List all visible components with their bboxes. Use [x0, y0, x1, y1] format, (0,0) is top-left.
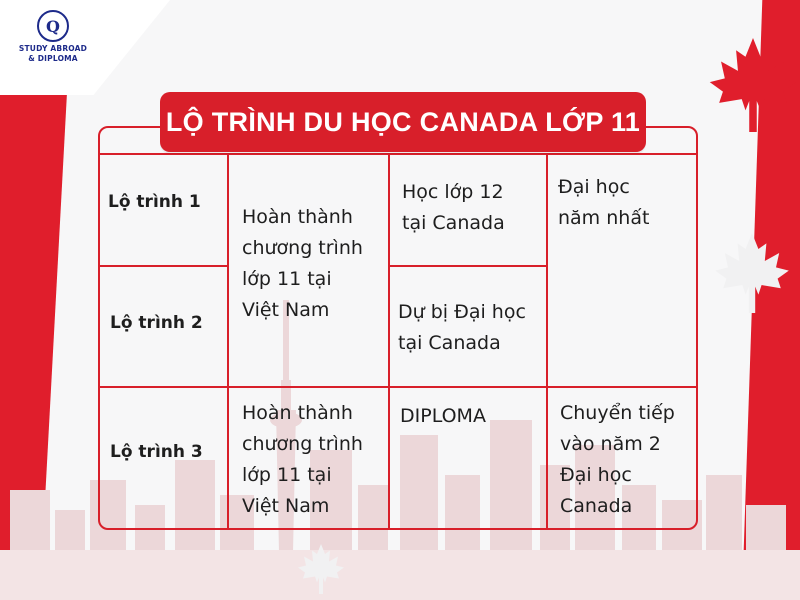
table-divider — [388, 265, 547, 267]
table-cell-route3-step3 — [560, 398, 675, 522]
table-cell-step1-routes-1-2 — [242, 202, 363, 326]
route-3-label: Lộ trình 3 — [110, 442, 203, 462]
cell-line: Đại học — [560, 464, 632, 486]
cell-line: Việt Nam — [242, 495, 330, 517]
table-cell-step3-routes-1-2 — [558, 172, 649, 234]
table-divider — [546, 153, 548, 528]
cell-line: Học lớp 12 — [402, 181, 504, 203]
brand-logo — [10, 6, 96, 88]
cell-line: Hoàn thành — [242, 206, 353, 228]
cell-line: năm nhất — [558, 207, 650, 229]
table-cell-route3-step2 — [400, 401, 486, 432]
cell-line: Canada — [560, 495, 633, 517]
table-divider — [388, 153, 390, 528]
table-cell-route2-step2 — [398, 297, 526, 359]
maple-leaf-icon — [296, 540, 346, 598]
logo-text-line1: STUDY ABROAD — [18, 44, 88, 53]
cell-line: Đại học — [558, 176, 630, 198]
table-cell-route1-step2 — [402, 177, 505, 239]
route-1-label: Lộ trình 1 — [108, 192, 201, 212]
table-divider — [100, 265, 228, 267]
cell-line: tại Canada — [398, 332, 501, 354]
cell-line: Việt Nam — [242, 299, 330, 321]
maple-leaf-icon — [706, 30, 800, 140]
cell-line: Dự bị Đại học — [398, 301, 526, 323]
table-divider — [227, 153, 229, 528]
cell-line: chương trình — [242, 237, 363, 259]
page-title: LỘ TRÌNH DU HỌC CANADA LỚP 11 — [160, 92, 646, 152]
logo-text-line2: & DIPLOMA — [28, 54, 78, 63]
maple-leaf-icon — [712, 228, 792, 318]
logo-mark: Q — [37, 10, 69, 42]
cell-line: chương trình — [242, 433, 363, 455]
cell-line: lớp 11 tại — [242, 268, 332, 290]
cell-line: lớp 11 tại — [242, 464, 332, 486]
table-cell-route3-step1 — [242, 398, 363, 522]
table-divider — [100, 386, 696, 388]
cell-line: vào năm 2 — [560, 433, 661, 455]
cell-line: tại Canada — [402, 212, 505, 234]
route-2-label: Lộ trình 2 — [110, 313, 203, 333]
table-divider — [100, 153, 696, 155]
cell-line: Hoàn thành — [242, 402, 353, 424]
cell-line: Chuyển tiếp — [560, 402, 675, 424]
cell-line: DIPLOMA — [400, 405, 486, 427]
